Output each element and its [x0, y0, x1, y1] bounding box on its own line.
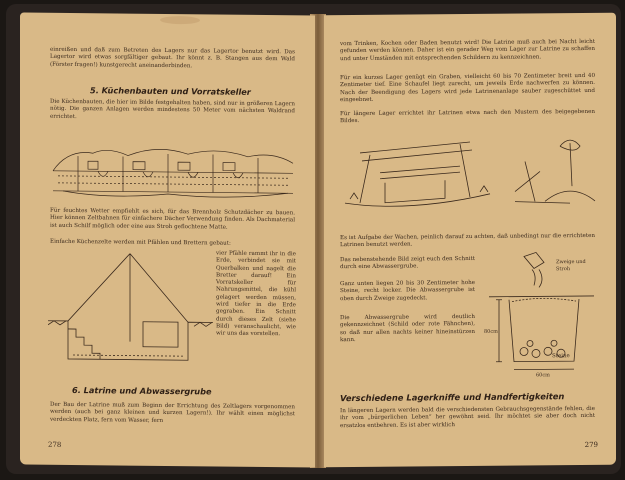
right-paragraph-2: Für ein kurzes Lager genügt ein Graben, vielleicht 60 bis 70 Zentimeter breit und 40 Zentimeter tief. Eine Schaufel liegt zurecht, um jeweils Erde nachwerfen zu können. Nach der Beendigung des Lagers wird jede Latrinenanlage sauber zugeschüttet und eingeebnet.: [340, 72, 595, 104]
right-intro-text: vom Trinken, Kochen oder Baden benutzt wird! Die Latrine muß auch bei Nacht leicht gefunden werden können. Daher ist ein gerader Weg vom Lager zur Latrine zu schaffen und unter Umständen mit entsprechenden Schildern zu kennzeichnen.: [340, 38, 595, 62]
right-page-number: 279: [584, 440, 598, 449]
right-paragraph-6: Ganz unten liegen 20 bis 30 Zentimeter hohe Steine, recht locker. Die Abwassergrube ist oben durch Zweige zugedeckt.: [340, 279, 475, 302]
right-closing-text: In längeren Lagern werden bald die verschiedensten Gebrauchsgegenstände fehlen, die ihr vom „bürgerlichen Leben“ her gewöhnt seid. Ihr möchtet sie aber doch nicht ersatzlos entbehren. Es ist aber wirklich: [340, 405, 595, 429]
book-spread: [6, 4, 621, 474]
section-6-heading: 6. Latrine und Abwassergrube: [72, 384, 212, 397]
section-6-text: Der Bau der Latrine muß zum Beginn der Errichtung des Zeltlagers vorgenommen werden (auch bei ganz kleinen und kurzen Lagern!). Ihr wählt einen möglichst verdeckten Platz, fern vom Wasser, fern: [50, 401, 295, 424]
label-width: 60cm: [536, 372, 550, 379]
section-5-text-2: Für feuchtes Wetter empfiehlt es sich, für das Brennholz Schutzdächer zu bauen. Hier können Zeltbahnen für einfachere Dächer Verwendung finden. Als Dachmaterial ist auch Schilf möglich oder eine aus Stroh geflochtene Matte.: [50, 207, 295, 231]
label-stones: Steine: [552, 353, 570, 360]
left-page: [20, 12, 315, 467]
paper-stain: [160, 16, 200, 24]
left-intro-text: einreißen und daß zum Betreten des Lagers nur das Lagertor benutzt wird. Das Lagertor wird etwas sorgfältiger gebaut. Ihr könnt z. B. Stangen aus dem Wald (Förster fragen!) kunstgerecht aneinanderbinden.: [50, 46, 295, 69]
label-branches: Zweige und Stroh: [556, 258, 586, 273]
kitchen-buildings-illustration: [48, 131, 298, 204]
right-section-heading: Verschiedene Lagerkniffe und Handfertigkeiten: [340, 391, 565, 404]
right-paragraph-4: Es ist Aufgabe der Wachen, peinlich darauf zu achten, daß unbedingt nur die errichteten Latrinen benutzt werden.: [340, 232, 595, 249]
left-page-number: 278: [48, 440, 62, 449]
cellar-cross-section-illustration: [48, 251, 213, 368]
section-5-heading: 5. Küchenbauten und Vorratskeller: [90, 85, 251, 97]
label-depth: 80cm: [484, 328, 498, 335]
section-5-text-3-lead: Einfache Küchenzelte werden mit Pfählen und Brettern gebaut:: [50, 238, 231, 247]
right-paragraph-3: Für längere Lager errichtet ihr Latrinen etwa nach den Mustern des beigegebenen Bildes.: [340, 108, 595, 125]
right-page: [324, 13, 616, 468]
latrine-illustration: [340, 131, 600, 228]
right-paragraph-5: Das nebenstehende Bild zeigt euch den Schnitt durch eine Abwassergrube.: [340, 255, 475, 271]
section-5-text: Die Küchenbauten, die hier im Bilde festgehalten haben, sind nur in größeren Lagern nötig. Die ganzen Anlagen werden mindestens 50 Meter vom nächsten Waldrand errichtet.: [50, 98, 295, 120]
section-5-text-3: vier Pfähle rammt ihr in die Erde, verbindet sie mit Querbalken und nagelt die Bretter darauf! Ein Vorratskeller für Nahrungsmittel, die kühl gelagert werden müssen, wird tiefer in die Erde gegraben. Ein Schnitt durch dieses Zelt (siehe Bild) veranschaulicht, wie wir uns das vorstellen.: [216, 250, 296, 338]
right-paragraph-7: Die Abwassergrube wird deutlich gekennzeichnet (Schild oder rote Fähnchen), so daß nur allen nachts keiner hineinstürzen kann.: [340, 313, 475, 344]
